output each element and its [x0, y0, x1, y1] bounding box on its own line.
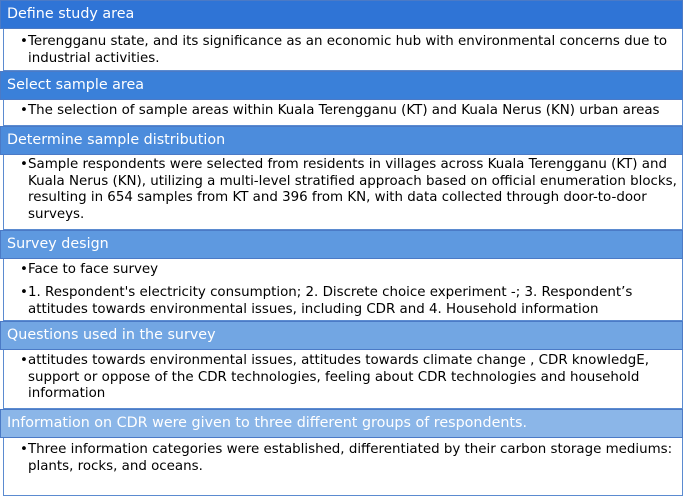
step-header-questions-used: Questions used in the survey: [0, 321, 683, 350]
step-box-select-sample-area: [3, 100, 683, 126]
bullet-item: • Three information categories were established, differentiated by their carbon storage mediums: plants, rocks, and oceans.: [20, 442, 673, 474]
bullet-text: 1. Respondent's electricity consumption; 2. Discrete choice experiment -; 3. Respondent’s attitudes towards environmental issues, including CDR and 4. Household information: [28, 285, 633, 317]
bullet-item: • attitudes towards environmental issues, attitudes towards climate change , CDR knowledgE, support or oppose of the CDR technologies, feeling about CDR technologies and household information: [20, 353, 649, 401]
bullet-text: Sample respondents were selected from residents in villages across Kuala Terengganu (KT) and Kuala Nerus (KN), utilizing a multi-level stratified approach based on official enumeration blocks, resulting in 654 samples from KT and 396 from KN, with data collected through door-to-door surveys.: [28, 157, 677, 222]
bullet-item: • Terengganu state, and its significance as an economic hub with environmental concerns due to industrial activities.: [20, 34, 668, 66]
step-header-information-on-cdr: Information on CDR were given to three different groups of respondents.: [0, 409, 683, 438]
step-header-determine-sample-distribution: Determine sample distribution: [0, 126, 683, 155]
bullet-text: Terengganu state, and its significance as an economic hub with environmental concerns due to industrial activities.: [28, 34, 668, 66]
bullet-text: Three information categories were established, differentiated by their carbon storage mediums: plants, rocks, and oceans.: [28, 442, 673, 474]
step-header-survey-design: Survey design: [0, 230, 683, 259]
bullet-item: • The selection of sample areas within Kuala Terengganu (KT) and Kuala Nerus (KN) urban areas: [20, 103, 660, 118]
step-box-define-study-area: [3, 29, 683, 71]
step-box-determine-sample-distribution: [3, 155, 683, 230]
bullet-item: • 1. Respondent's electricity consumption; 2. Discrete choice experiment -; 3. Respondent’s attitudes towards environmental issues, including CDR and 4. Household information: [20, 285, 633, 317]
step-box-information-on-cdr: [3, 438, 683, 496]
step-header-define-study-area: Define study area: [0, 0, 683, 29]
step-header-select-sample-area: Select sample area: [0, 71, 683, 100]
bullet-text: The selection of sample areas within Kuala Terengganu (KT) and Kuala Nerus (KN) urban areas: [28, 103, 660, 118]
bullet-text: attitudes towards environmental issues, attitudes towards climate change , CDR knowledgE, support or oppose of the CDR technologies, feeling about CDR technologies and household information: [28, 353, 649, 401]
step-box-survey-design: [3, 259, 683, 321]
bullet-item: • Face to face survey: [20, 262, 159, 277]
bullet-text: Face to face survey: [28, 262, 159, 277]
step-box-questions-used: [3, 350, 683, 409]
bullet-item: • Sample respondents were selected from residents in villages across Kuala Terengganu (KT) and Kuala Nerus (KN), utilizing a multi-level stratified approach based on official enumeration blocks, resulting in 654 samples from KT and 396 from KN, with data collected through door-to-door surveys.: [20, 157, 677, 222]
